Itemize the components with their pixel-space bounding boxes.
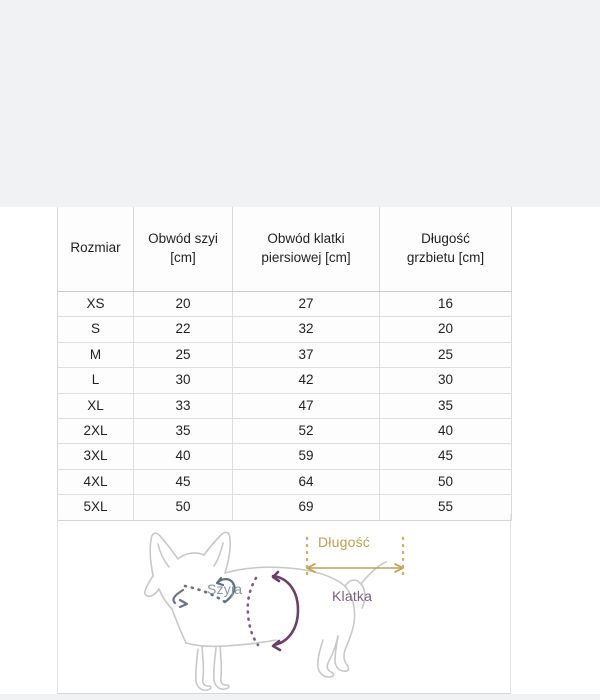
cell-back: 35	[380, 393, 512, 418]
column-header-back-line1: Długość	[421, 230, 470, 246]
table-row	[58, 342, 512, 367]
cell-neck: 20	[134, 292, 233, 317]
measurement-diagram	[57, 516, 511, 692]
cell-size: XL	[58, 393, 134, 418]
cell-size: L	[58, 368, 134, 393]
cell-back: 50	[380, 469, 512, 494]
cell-chest: 47	[233, 393, 380, 418]
table-row	[58, 393, 512, 418]
label-neck: Szyja	[207, 581, 243, 597]
cell-back: 30	[380, 368, 512, 393]
cell-chest: 42	[233, 368, 380, 393]
cell-chest: 27	[233, 292, 380, 317]
cell-chest: 64	[233, 469, 380, 494]
cell-back: 55	[380, 495, 512, 520]
column-header-chest-line1: Obwód klatki	[267, 230, 345, 246]
table-row	[58, 368, 512, 393]
column-header-chest-line2: piersiowej [cm]	[261, 250, 351, 265]
cell-neck: 40	[134, 444, 233, 469]
column-header-neck	[134, 207, 233, 292]
column-header-neck-line1: Obwód szyi	[148, 230, 218, 246]
cell-neck: 30	[134, 368, 233, 393]
cell-chest: 52	[233, 419, 380, 444]
table-row	[58, 469, 512, 494]
cell-size: 2XL	[58, 419, 134, 444]
table-row	[58, 292, 512, 317]
length-measure-arrow	[307, 564, 403, 572]
cell-neck: 33	[134, 393, 233, 418]
column-header-size	[58, 207, 134, 292]
cell-chest: 69	[233, 495, 380, 520]
cell-back: 16	[380, 292, 512, 317]
column-header-back-line2: grzbietu [cm]	[406, 250, 485, 265]
bottom-background-band	[0, 694, 600, 700]
dog-outline-icon	[145, 532, 386, 690]
size-chart-table	[57, 207, 512, 521]
cell-size: 3XL	[58, 444, 134, 469]
table-row	[58, 317, 512, 342]
table-header-row	[58, 207, 512, 292]
cell-neck: 35	[134, 419, 233, 444]
table-row	[58, 444, 512, 469]
cell-back: 20	[380, 317, 512, 342]
cell-chest: 59	[233, 444, 380, 469]
cell-size: M	[58, 342, 134, 367]
cell-chest: 37	[233, 342, 380, 367]
label-length: Długość	[318, 534, 370, 550]
column-header-size-line1: Rozmiar	[70, 240, 121, 256]
cell-size: S	[58, 317, 134, 342]
cell-back: 45	[380, 444, 512, 469]
column-header-chest	[233, 207, 380, 292]
cell-neck: 25	[134, 342, 233, 367]
table-row	[58, 419, 512, 444]
chest-measure-marker	[248, 572, 298, 650]
column-header-neck-line2: [cm]	[170, 250, 196, 265]
cell-back: 40	[380, 419, 512, 444]
dog-measurement-svg	[57, 516, 511, 692]
label-chest: Klatka	[332, 588, 373, 604]
top-background-band	[0, 0, 600, 207]
cell-chest: 32	[233, 317, 380, 342]
cell-size: 4XL	[58, 469, 134, 494]
cell-back: 25	[380, 342, 512, 367]
content-card	[0, 207, 600, 694]
cell-neck: 45	[134, 469, 233, 494]
cell-neck: 50	[134, 495, 233, 520]
cell-neck: 22	[134, 317, 233, 342]
cell-size: 5XL	[58, 495, 134, 520]
cell-size: XS	[58, 292, 134, 317]
column-header-back	[380, 207, 512, 292]
